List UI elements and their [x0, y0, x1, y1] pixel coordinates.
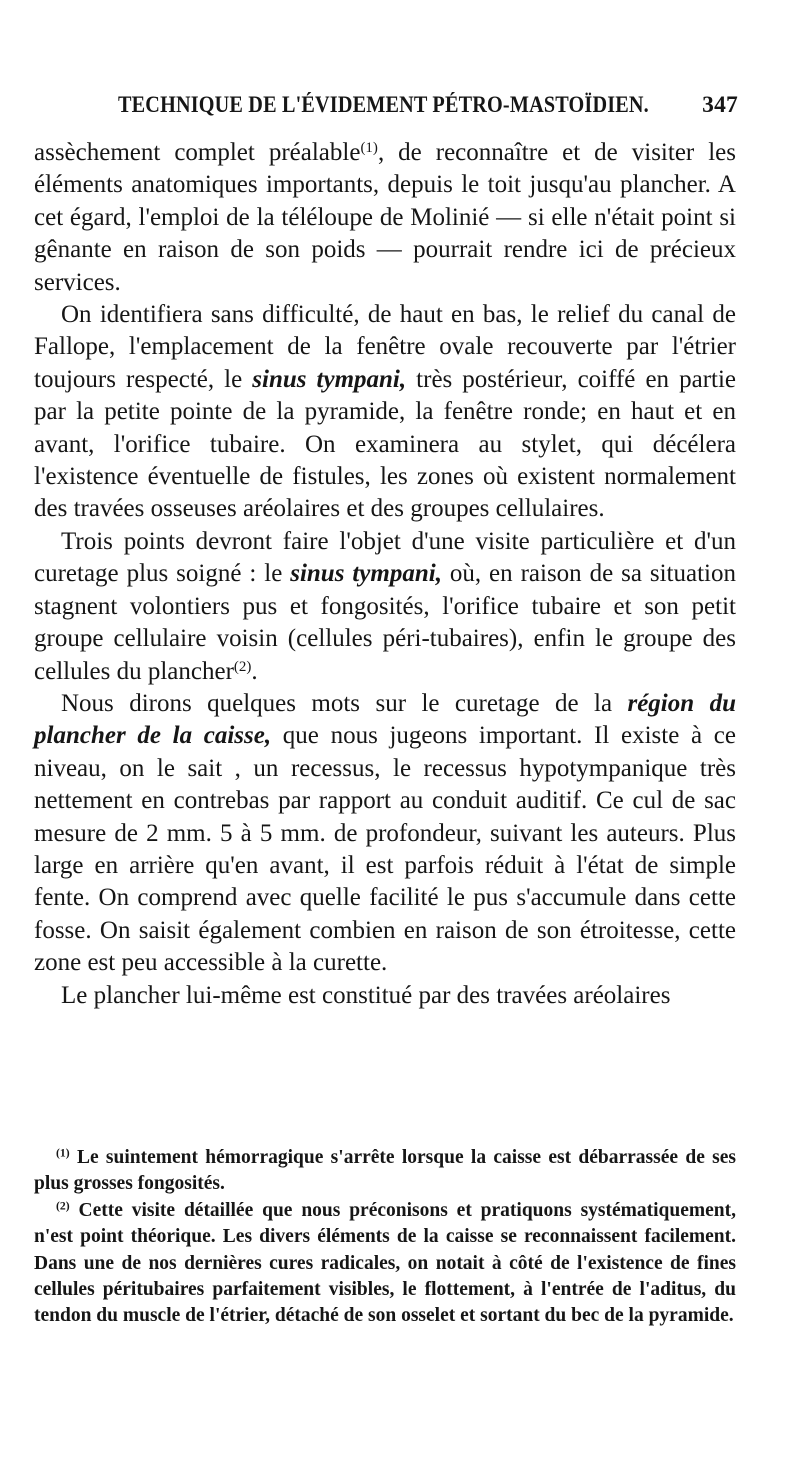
paragraph-2 [34, 299, 736, 526]
paragraph-4 [34, 688, 736, 980]
footnote-2 [34, 1198, 736, 1330]
footnote-1 [34, 1145, 736, 1198]
paragraph-3-text-b: où, en raison de sa situation stagnent volontiers pus et fongosités, l'orifice tubaire et son petit groupe cellulaire voisin (cellules péri-tubaires), enfin le groupe des cellules du plancher [34, 560, 736, 685]
paragraph-3-text-a: Trois points devront faire l'objet d'une visite particulière et d'un curetage plus soigné : le [34, 527, 736, 588]
paragraph-4-italic: région du plancher de la caisse, [34, 689, 736, 750]
paragraph-2-italic: sinus tympani, [252, 365, 407, 393]
footnote-ref-2: (2) [233, 658, 252, 675]
paragraph-1-text-b: , de reconnaître et de visiter les éléments anatomiques importants, depuis le toit jusqu'au plancher. A cet égard, l'emploi de la téléloupe de Molinié — si elle n'était point si gênante en raison de son poids — pourrait rendre ici de précieux services. [34, 139, 737, 296]
footnote-ref-1: (1) [360, 139, 378, 156]
paragraph-3 [34, 526, 736, 688]
body-text [34, 137, 736, 1012]
paragraph-3-text-c: . [251, 657, 258, 685]
paragraph-1 [34, 137, 736, 299]
paragraph-3-italic: sinus tympani, [290, 560, 442, 588]
running-title: TECHNIQUE DE L'ÉVIDEMENT PÉTRO-MASTOÏDIEN. [118, 92, 649, 118]
paragraph-1-text-a: assèchement complet préalable [34, 139, 361, 166]
paragraph-2-text-a: On identifiera sans difficulté, de haut en bas, le relief du canal de Fallope, l'emplacement de la fenêtre ovale recouverte par l'étrier toujours respecté, le [34, 301, 736, 393]
footnote-1-marker: (1) [56, 1146, 70, 1160]
paragraph-5 [34, 980, 736, 1012]
footnote-2-marker: (2) [56, 1199, 70, 1213]
paragraph-2-text-b: très postérieur, coiffé en partie par la petite pointe de la pyramide, la fenêtre ronde; en haut et en avant, l'orifice tubaire. On examinera au stylet, qui décélera l'existence éventuelle de fistules, les zones où existent normalement des travées osseuses aréolaires et des groupes cellulaires. [34, 365, 737, 523]
paragraph-5-text: Le plancher lui-même est constitué par des travées aréolaires [61, 981, 671, 1009]
footnotes [34, 1145, 736, 1330]
running-header [118, 92, 738, 122]
page-number: 347 [702, 92, 738, 118]
paragraph-4-text-a: Nous dirons quelques mots sur le curetage de la [61, 689, 628, 717]
paragraph-4-text-b: que nous jugeons important. Il existe à ce niveau, on le sait , un recessus, le recessus hypotympanique très nettement en contrebas par rapport au conduit auditif. Ce cul de sac mesure de 2 mm. 5 à 5 mm. de profondeur, suivant les auteurs. Plus large en arrière qu'en avant, il est parfois réduit à l'état de simple fente. On comprend avec quelle facilité le pus s'accumule dans cette fosse. On saisit également combien en raison de son étroitesse, cette zone est peu accessible à la curette. [34, 722, 736, 977]
footnote-1-text: Le suintement hémorragique s'arrête lorsque la caisse est débarrassée de ses plus grosses fongosités. [34, 1147, 736, 1195]
footnote-2-text: Cette visite détaillée que nous préconisons et pratiquons systématiquement, n'est point théorique. Les divers éléments de la caisse se reconnaissent facilement. Dans une de nos dernières cures radicales, on notait à côté de l'existence de fines cellules péritubaires parfaitement visibles, le flottement, à l'entrée de l'aditus, du tendon du muscle de l'étrier, détaché de son osselet et sortant du bec de la pyramide. [34, 1199, 737, 1327]
